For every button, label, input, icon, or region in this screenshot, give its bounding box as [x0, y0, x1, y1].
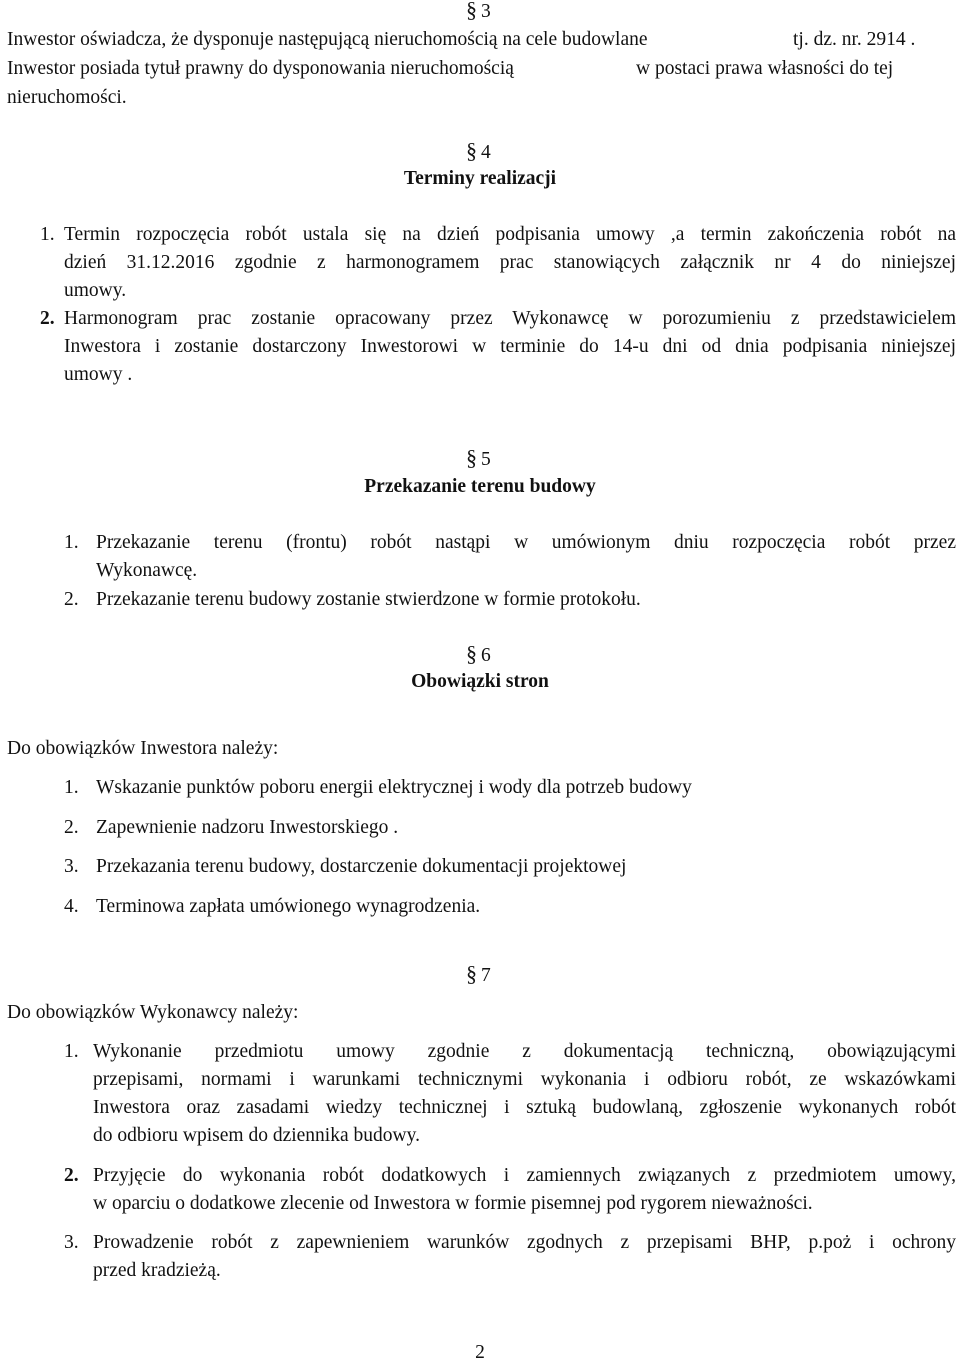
section-3-text-line-1 [7, 26, 648, 54]
list-number: 2. [40, 308, 55, 329]
page-number: 2 [475, 1342, 485, 1363]
section-symbol: § [466, 138, 477, 163]
list-number: 1. [40, 224, 55, 245]
text-line: do odbioru wpisem do dziennika budowy. [93, 1125, 420, 1146]
section-symbol: § [466, 0, 477, 22]
list-item [64, 305, 956, 389]
list-number: 2. [64, 817, 79, 838]
text-line: dzień 31.12.2016 zgodnie z harmonogramem prac stanowiących załącznik nr 4 do niniejszej [64, 252, 956, 273]
section-3-text-line-2-end [636, 55, 893, 83]
section-number: 7 [481, 965, 491, 986]
list-number: 2. [64, 589, 79, 610]
list-item: Zapewnienie nadzoru Inwestorskiego . [96, 817, 399, 838]
list-number: 1. [64, 777, 79, 798]
text-line: Prowadzenie robót z zapewnieniem warunków zgodnych z przepisami BHP, p.poż i ochrony [93, 1232, 956, 1253]
list-number: 3. [64, 856, 79, 877]
list-number: 4. [64, 896, 79, 917]
text-line: Inwestora i zostanie dostarczony Inwestorowi w terminie do 14-u dni od dnia podpisania niniejszej [64, 336, 956, 357]
text-line: Inwestora oraz zasadami wiedzy technicznej i sztuką budowlaną, zgłoszenie wykonanych robót [93, 1097, 956, 1118]
section-symbol: § [466, 961, 477, 986]
text-line: Harmonogram prac zostanie opracowany przez Wykonawcę w porozumieniu z przedstawicielem [64, 308, 956, 329]
section-3-heading [466, 0, 491, 26]
text-span: w postaci prawa własności do tej [636, 58, 894, 79]
section-6-heading [466, 640, 491, 670]
section-6-title: Obowiązki stron [411, 671, 549, 692]
list-item: Przekazania terenu budowy, dostarczenie dokumentacji projektowej [96, 856, 627, 877]
section-symbol: § [466, 641, 477, 666]
section-3-text-line-1-end [793, 26, 915, 54]
list-item [64, 221, 956, 305]
list-number: 3. [64, 1232, 79, 1253]
investor-duties-intro: Do obowiązków Inwestora należy: [7, 738, 279, 759]
list-number: 2. [64, 1165, 79, 1186]
list-item: Wskazanie punktów poboru energii elektrycznej i wody dla potrzeb budowy [96, 777, 692, 798]
section-5-heading [466, 444, 491, 474]
section-3-text-line-3: nieruchomości. [7, 87, 127, 108]
list-item [93, 1038, 956, 1150]
text-line: Przyjęcie do wykonania robót dodatkowych i zamiennych związanych z przedmiotem umowy, [93, 1165, 956, 1186]
section-7-heading [466, 960, 491, 990]
list-item [93, 1229, 956, 1285]
section-4-heading [466, 137, 491, 167]
section-number: 3 [481, 1, 491, 22]
text-line: przepisami, normami i warunkami technicznymi wykonania i odbioru robót, ze wskazówkami [93, 1069, 956, 1090]
section-5-title: Przekazanie terenu budowy [364, 476, 596, 497]
text-line: umowy. [64, 280, 127, 301]
text-line: przed kradzieżą. [93, 1260, 221, 1281]
list-item: Terminowa zapłata umówionego wynagrodzenia. [96, 896, 481, 917]
text-line: umowy . [64, 364, 133, 385]
list-number: 1. [64, 532, 79, 553]
text-span: Inwestor posiada tytuł prawny do dysponowania nieruchomością [7, 58, 514, 79]
section-symbol: § [466, 445, 477, 470]
contractor-duties-intro: Do obowiązków Wykonawcy należy: [7, 1002, 299, 1023]
section-3-text-line-2 [7, 55, 514, 83]
text-line: Wykonawcę. [96, 560, 198, 581]
list-item [93, 1162, 956, 1218]
text-span: tj. dz. nr. 2914 . [793, 29, 916, 50]
section-number: 6 [481, 645, 491, 666]
list-item [96, 529, 956, 585]
text-line: Przekazanie terenu budowy zostanie stwierdzone w formie protokołu. [96, 589, 641, 610]
section-number: 5 [481, 449, 491, 470]
list-number: 1. [64, 1041, 79, 1062]
text-span: Inwestor oświadcza, że dysponuje następującą nieruchomością na cele budowlane [7, 29, 648, 50]
text-line: w oparciu o dodatkowe zlecenie od Inwestora w formie pisemnej pod rygorem nieważności. [93, 1193, 813, 1214]
text-line: Przekazanie terenu (frontu) robót nastąpi w umówionym dniu rozpoczęcia robót przez [96, 532, 956, 553]
text-line: Termin rozpoczęcia robót ustala się na dzień podpisania umowy ,a termin zakończenia robót na [64, 224, 956, 245]
list-item [96, 586, 956, 614]
text-line: Wykonanie przedmiotu umowy zgodnie z dokumentacją techniczną, obowiązującymi [93, 1041, 956, 1062]
section-number: 4 [481, 142, 491, 163]
section-4-title: Terminy realizacji [403, 168, 557, 189]
